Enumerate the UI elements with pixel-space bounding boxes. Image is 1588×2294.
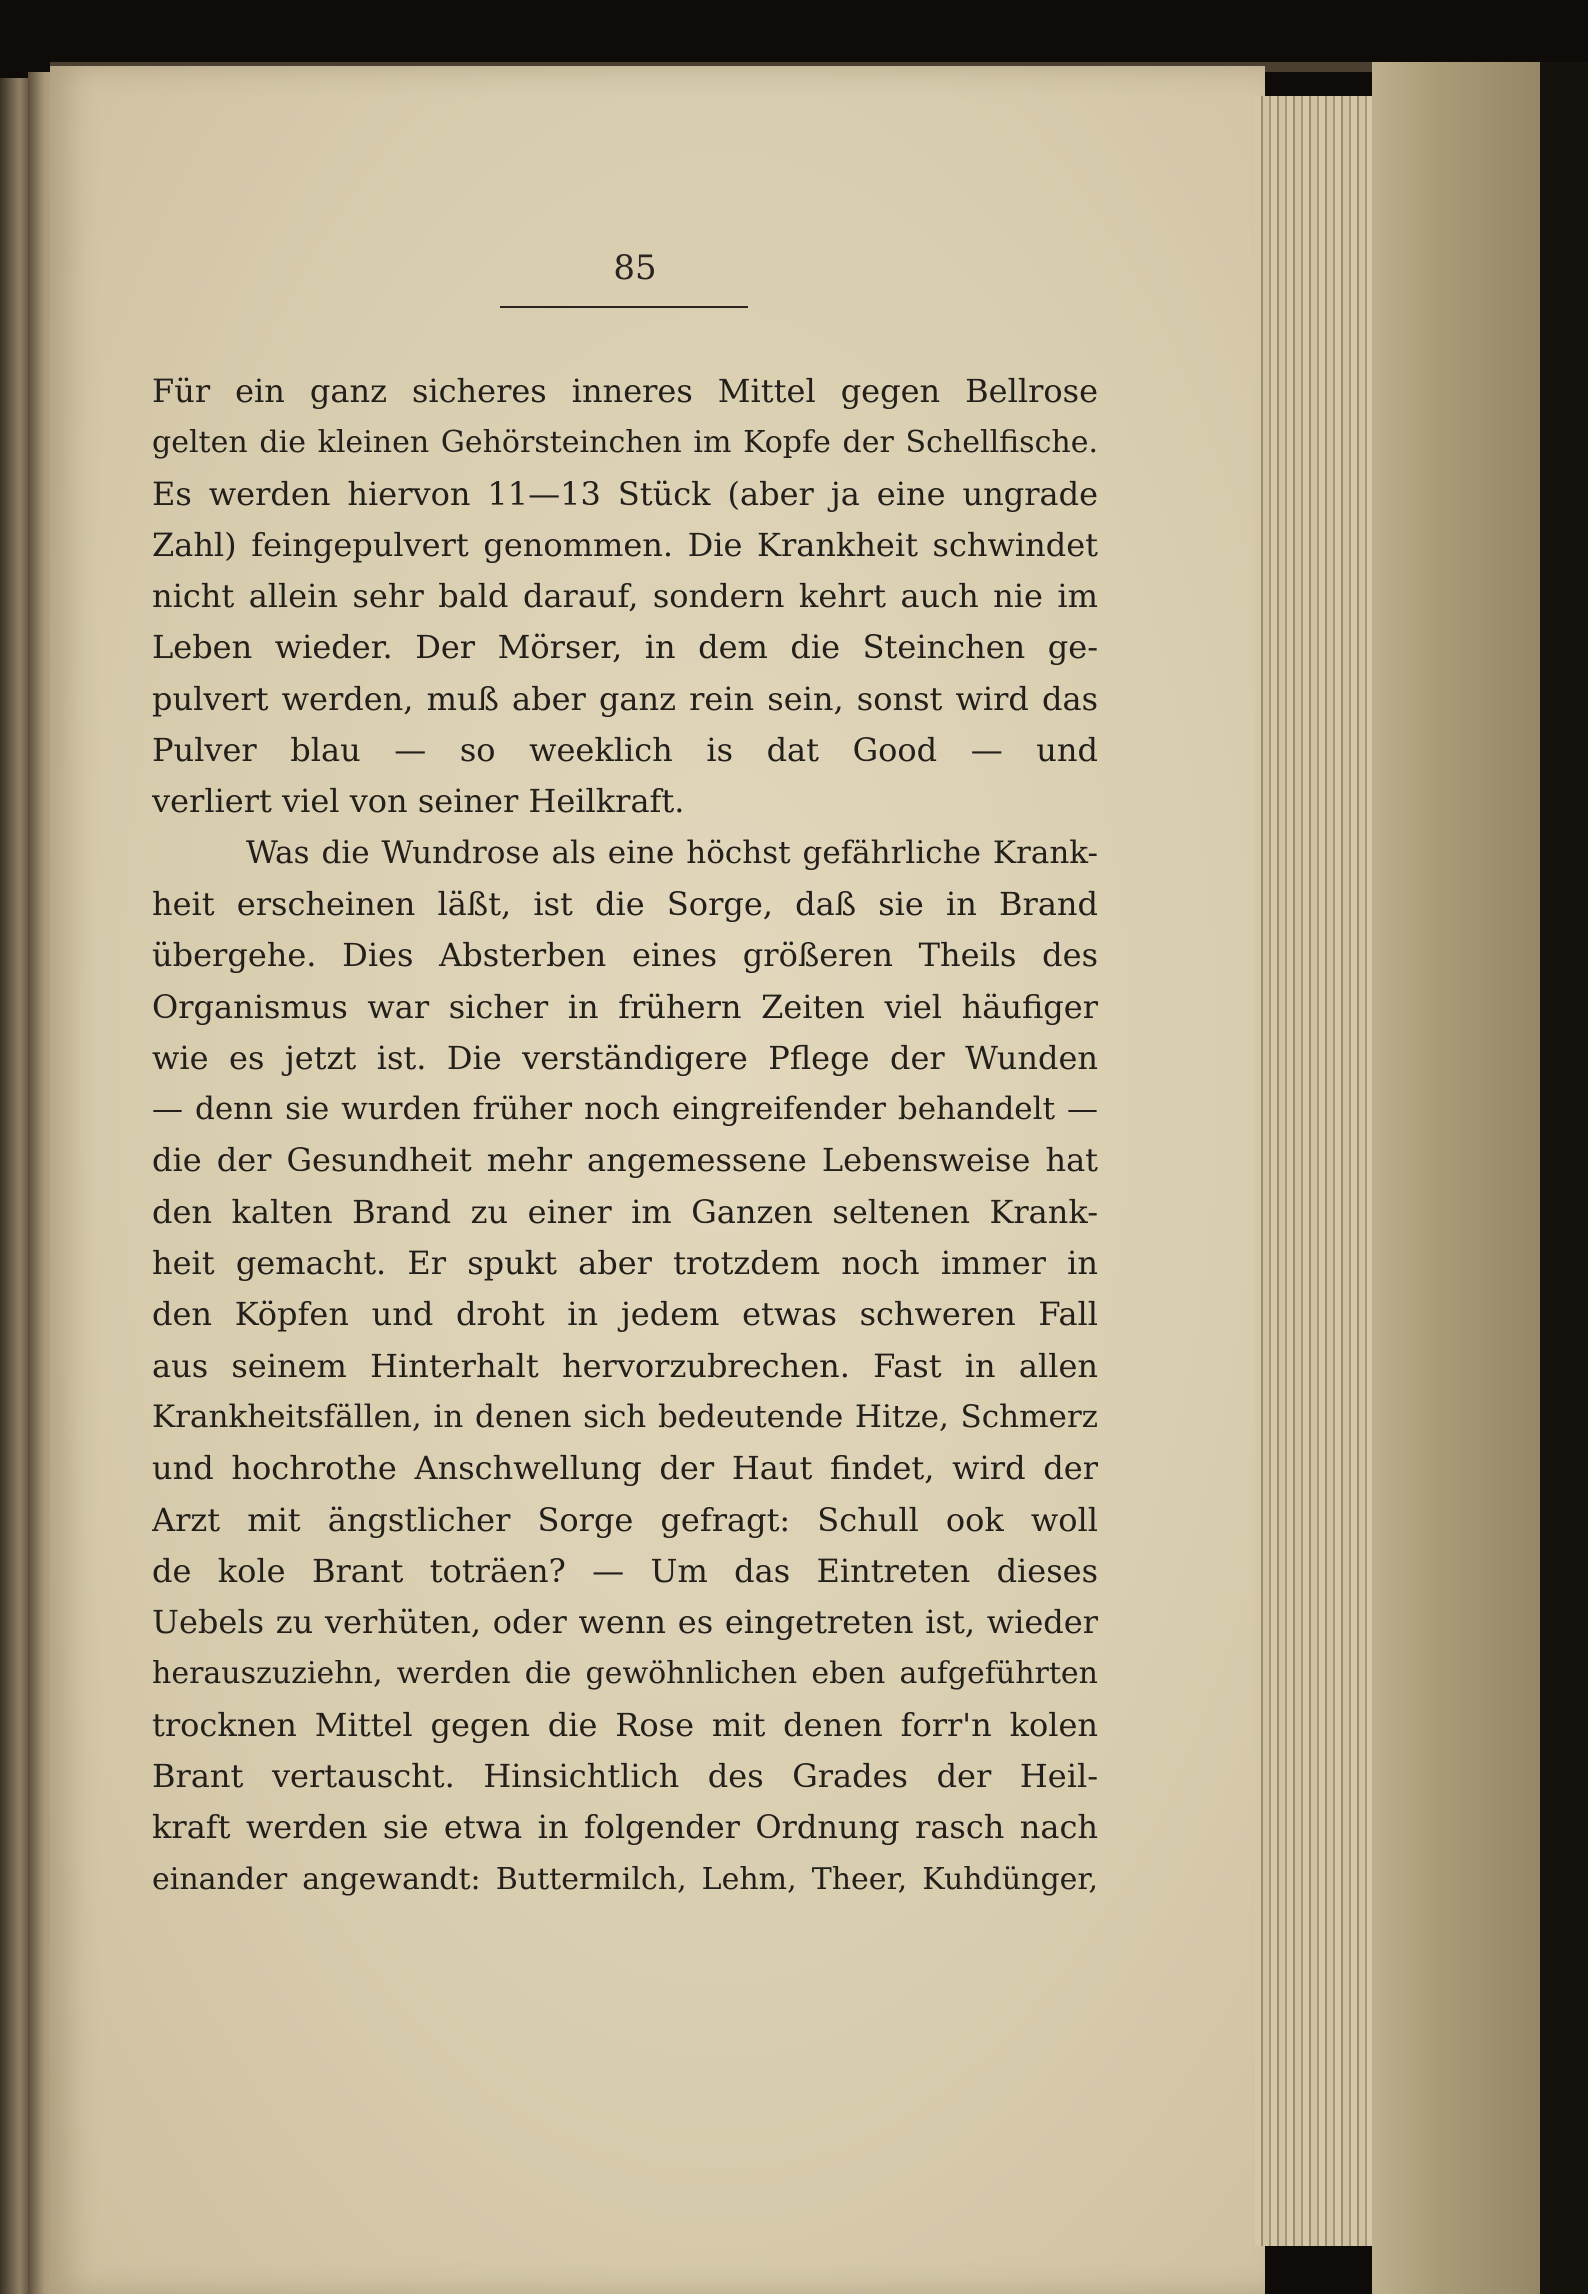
text-line: den kalten Brand zu einer im Ganzen seltenen Krank- bbox=[152, 1192, 1098, 1231]
text-line: Zahl) feingepulvert genommen. Die Krankheit schwindet bbox=[152, 525, 1098, 564]
text-line: heit gemacht. Er spukt aber trotzdem noch immer in bbox=[152, 1244, 1098, 1283]
text-line: übergehe. Dies Absterben eines größeren Theils des bbox=[152, 936, 1098, 975]
text-line: den Köpfen und droht in jedem etwas schweren Fall bbox=[152, 1295, 1098, 1334]
text-line: gelten die kleinen Gehörsteinchen im Kopfe der Schellfische. bbox=[152, 425, 1098, 461]
page-number: 85 bbox=[613, 248, 657, 288]
header-rule bbox=[500, 306, 748, 308]
background-shadow bbox=[1540, 62, 1588, 2294]
text-line: pulvert werden, muß aber ganz rein sein, sonst wird das bbox=[152, 679, 1098, 718]
text-line: einander angewandt: Buttermilch, Lehm, Theer, Kuhdünger, bbox=[152, 1861, 1098, 1897]
text-line: Pulver blau — so weeklich is dat Good — und bbox=[152, 731, 1098, 770]
text-line: Was die Wundrose als eine höchst gefährliche Krank- bbox=[246, 834, 1098, 871]
text-line: Organismus war sicher in frühern Zeiten viel häufiger bbox=[152, 987, 1098, 1026]
text-line: und hochrothe Anschwellung der Haut findet, wird der bbox=[152, 1449, 1098, 1488]
text-line: herauszuziehn, werden die gewöhnlichen eben aufgeführten bbox=[152, 1656, 1098, 1692]
text-line: wie es jetzt ist. Die verständigere Pflege der Wunden bbox=[152, 1038, 1098, 1077]
text-line: de kole Brant toträen? — Um das Eintreten dieses bbox=[152, 1551, 1098, 1590]
text-line: Für ein ganz sicheres inneres Mittel gegen Bellrose bbox=[152, 372, 1098, 410]
text-line: trocknen Mittel gegen die Rose mit denen forr'n kolen bbox=[152, 1705, 1098, 1744]
text-line: die der Gesundheit mehr angemessene Lebensweise hat bbox=[152, 1141, 1098, 1180]
body-text bbox=[152, 366, 1098, 1905]
text-line: Brant vertauscht. Hinsichtlich des Grades der Heil- bbox=[152, 1757, 1098, 1796]
text-line: verliert viel von seiner Heilkraft. bbox=[152, 782, 685, 821]
text-line: kraft werden sie etwa in folgender Ordnung rasch nach bbox=[152, 1808, 1098, 1847]
text-line: Krankheitsfällen, in denen sich bedeutende Hitze, Schmerz bbox=[152, 1398, 1098, 1435]
text-line: Es werden hiervon 11—13 Stück (aber ja eine ungrade bbox=[152, 474, 1098, 513]
facing-page-edge bbox=[0, 78, 28, 2294]
text-line: aus seinem Hinterhalt hervorzubrechen. Fast in allen bbox=[152, 1346, 1098, 1385]
page-stack-edges bbox=[1255, 96, 1375, 2246]
text-line: Uebels zu verhüten, oder wenn es eingetreten ist, wieder bbox=[152, 1603, 1098, 1642]
text-line: heit erscheinen läßt, ist die Sorge, daß sie in Brand bbox=[152, 884, 1098, 923]
text-line: nicht allein sehr bald darauf, sondern kehrt auch nie im bbox=[152, 577, 1098, 616]
text-line: Arzt mit ängstlicher Sorge gefragt: Schull ook woll bbox=[152, 1500, 1098, 1539]
text-line: Leben wieder. Der Mörser, in dem die Steinchen ge- bbox=[152, 628, 1098, 667]
text-line: — denn sie wurden früher noch eingreifender behandelt — bbox=[152, 1091, 1098, 1128]
